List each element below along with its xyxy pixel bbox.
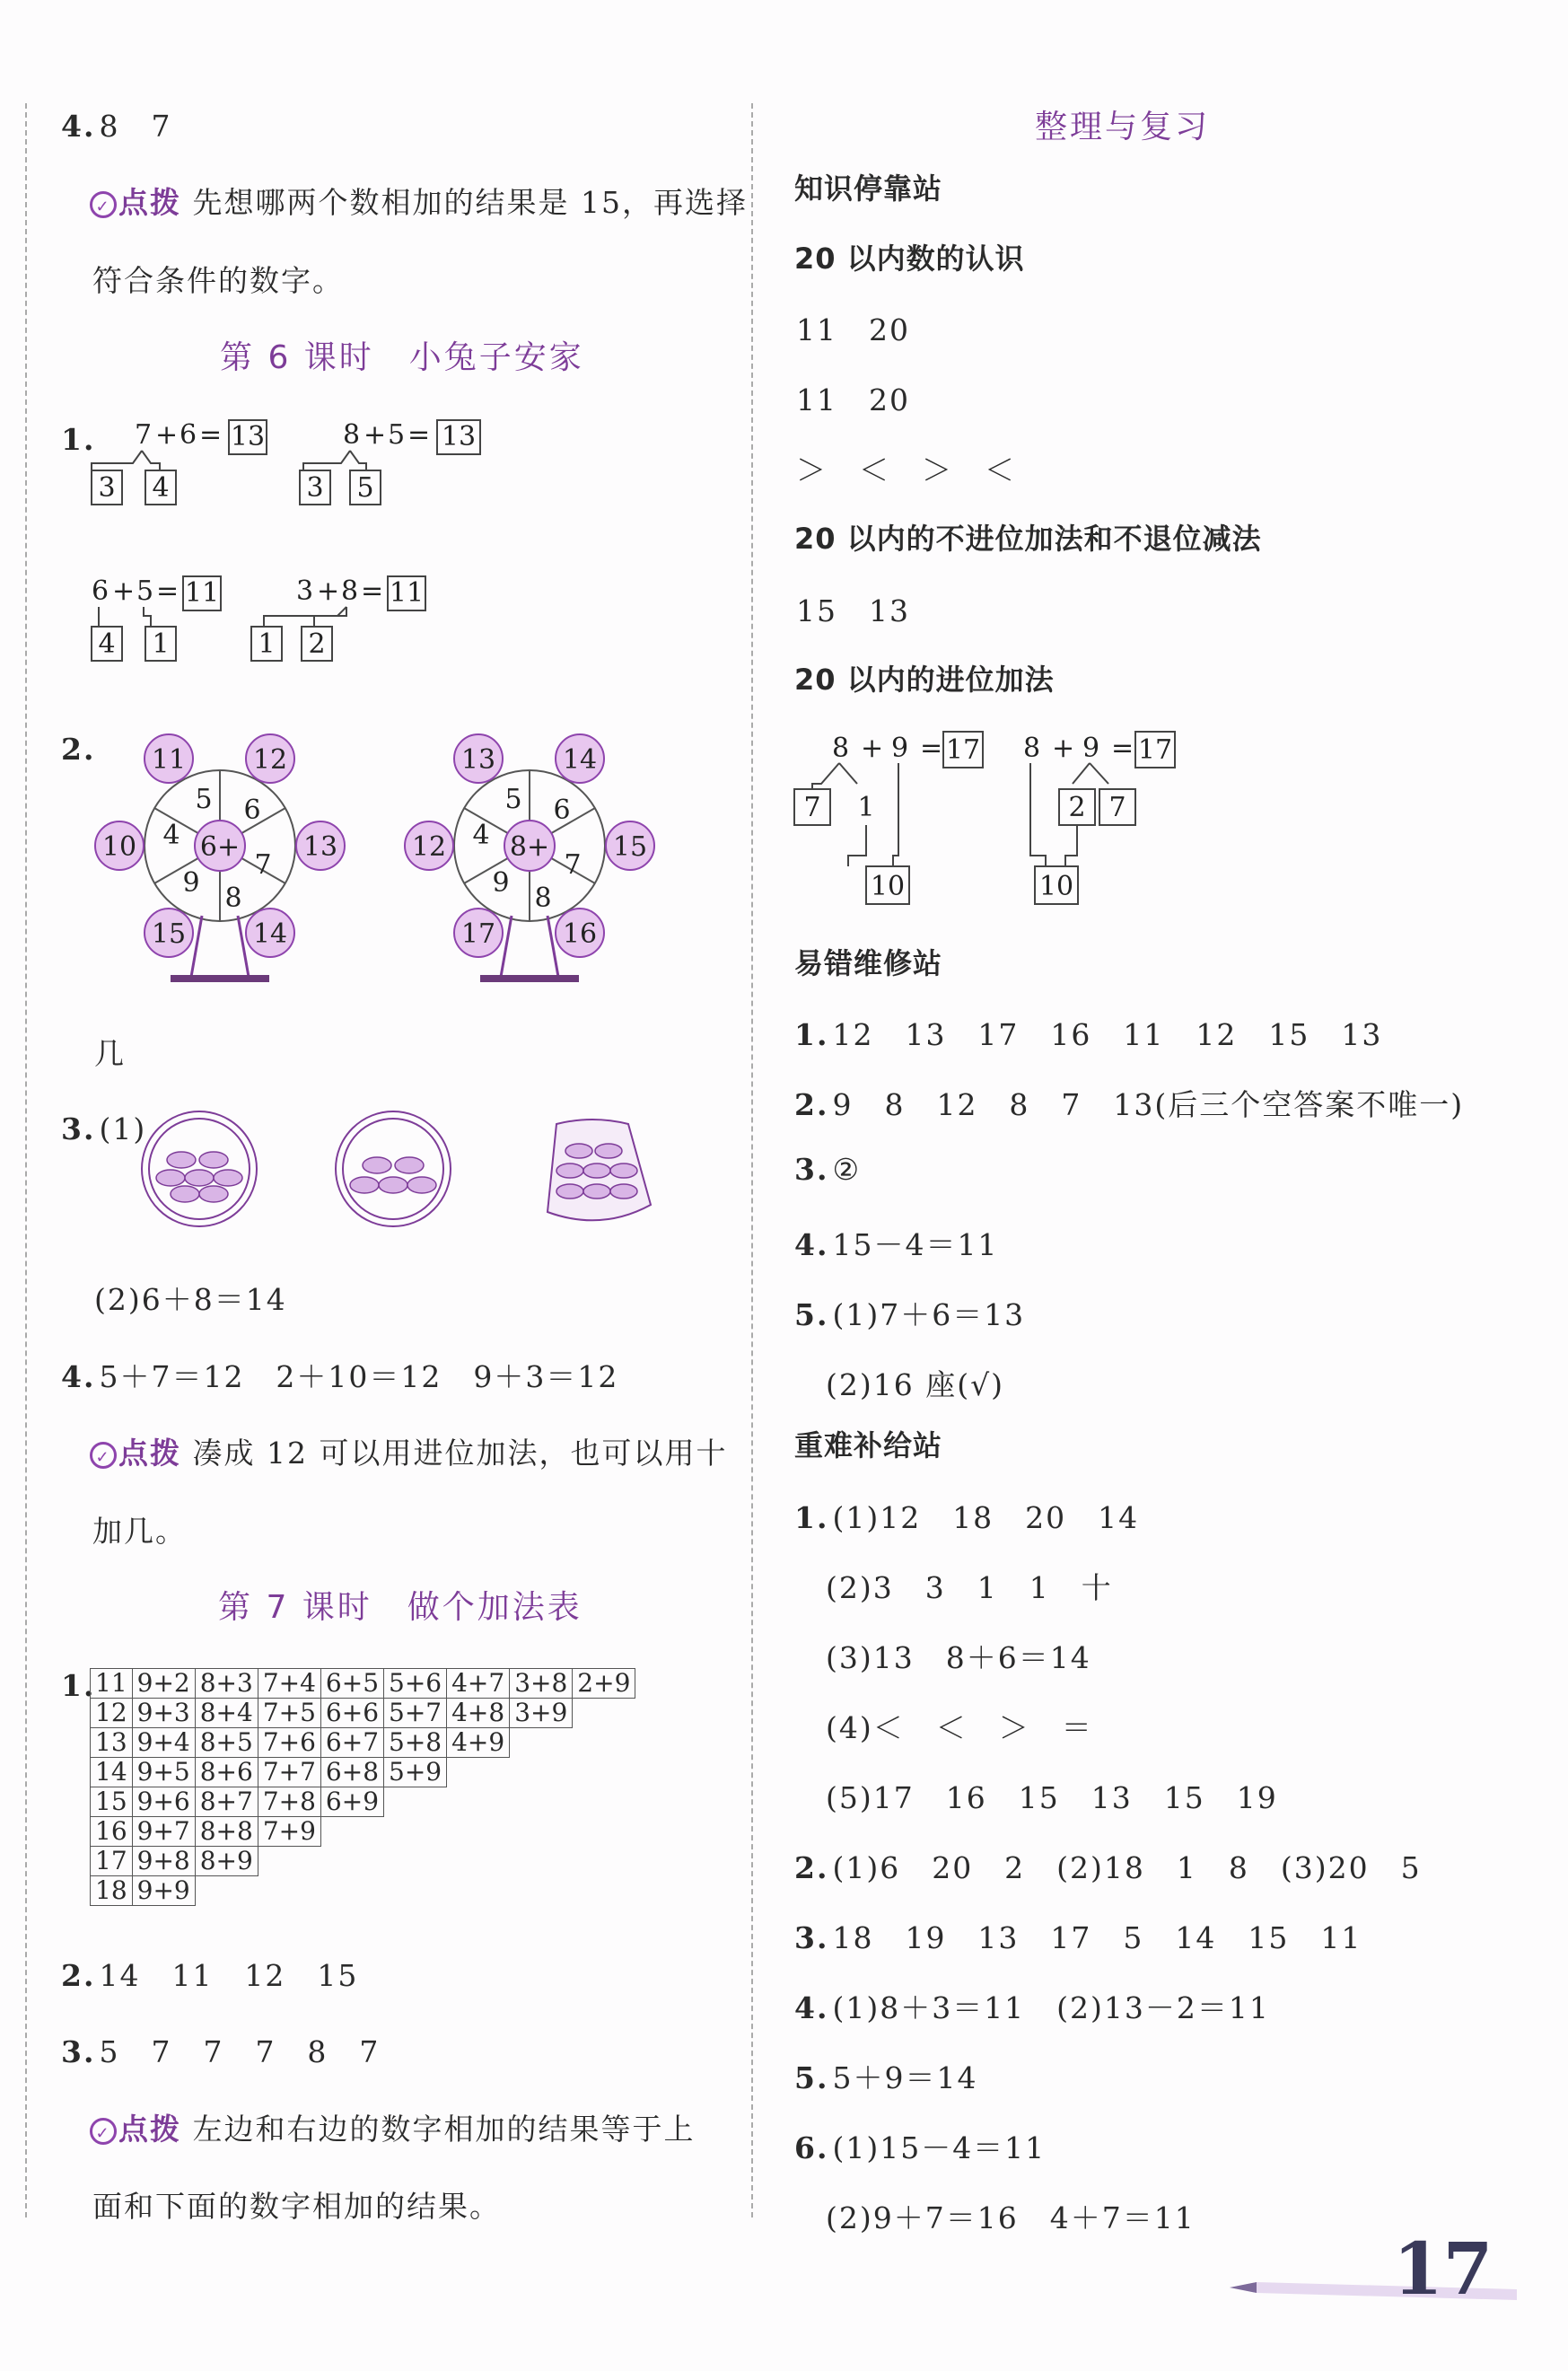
table-cell: 4+7 [447, 1669, 510, 1699]
table-cell: 9+9 [132, 1876, 195, 1906]
ferris-wheel-2 [395, 727, 664, 997]
ferris-wheel-1 [85, 727, 355, 997]
key-q3: 3. 18 19 13 17 5 14 15 11 [794, 1920, 1362, 1955]
table-cell: 7+7 [258, 1758, 320, 1787]
key-q1: 1. (1)12 18 20 14 [794, 1500, 1140, 1535]
table-cell: 6+5 [320, 1669, 383, 1699]
table-cell: 9+3 [132, 1699, 195, 1728]
svg-text:=: = [199, 419, 223, 451]
table-cell: 9+7 [132, 1817, 195, 1847]
svg-text:14: 14 [252, 918, 288, 950]
table-cell: 13 [91, 1728, 133, 1758]
svg-text:2: 2 [308, 628, 326, 660]
error-q1: 1. 12 13 17 16 11 12 15 13 [794, 1017, 1383, 1052]
answer-line: 11 20 [796, 382, 910, 417]
svg-text:+: + [155, 419, 179, 451]
table-cell: 7+6 [258, 1728, 320, 1758]
carry-addition-diagrams [785, 723, 1198, 920]
svg-text:4: 4 [472, 820, 490, 851]
key-q4: 4. (1)8＋3＝11 (2)13－2＝11 [794, 1990, 1270, 2025]
heading-error-repair: 易错维修站 [794, 946, 943, 980]
table-cell: 5+9 [384, 1758, 447, 1787]
left-column-rule [25, 103, 27, 2217]
table-row [91, 1699, 635, 1728]
svg-text:2: 2 [1068, 792, 1086, 823]
table-cell-empty [384, 1876, 447, 1906]
table-cell: 14 [91, 1758, 133, 1787]
table-cell-empty [384, 1817, 447, 1847]
section-title: 整理与复习 [1035, 109, 1211, 145]
answer-line: 11 20 [796, 312, 910, 347]
svg-text:16: 16 [562, 918, 598, 950]
table-cell-empty [573, 1847, 635, 1876]
svg-text:+: + [364, 419, 387, 451]
table-cell-empty [384, 1847, 447, 1876]
svg-text:8: 8 [1023, 733, 1041, 764]
svg-text:15: 15 [151, 918, 187, 950]
lesson-7-title: 第 7 课时 做个加法表 [218, 1589, 583, 1626]
table-cell-empty [320, 1876, 383, 1906]
table-row [91, 1758, 635, 1787]
hint-icon: ✓ [90, 1442, 117, 1469]
table-cell: 7+8 [258, 1787, 320, 1817]
hint-icon: ✓ [90, 2118, 117, 2145]
table-cell-empty [447, 1817, 510, 1847]
table-cell-empty [510, 1787, 573, 1817]
hint-2-line2: 加几。 [92, 1514, 187, 1549]
table-cell: 12 [91, 1699, 133, 1728]
eq-operand: 7 [135, 419, 153, 451]
table-cell: 17 [91, 1847, 133, 1876]
key-q6-part2: (2)9＋7＝16 4＋7＝11 [826, 2200, 1196, 2235]
svg-text:=: = [361, 575, 384, 607]
svg-text:8: 8 [832, 733, 850, 764]
svg-text:11: 11 [151, 744, 187, 776]
table-cell: 6+7 [320, 1728, 383, 1758]
table-row [91, 1817, 635, 1847]
table-cell: 2+9 [573, 1669, 635, 1699]
sum-box: 13 [230, 421, 266, 452]
table-cell: 9+4 [132, 1728, 195, 1758]
svg-text:13: 13 [460, 744, 496, 776]
svg-text:10: 10 [1038, 871, 1074, 902]
table-cell: 5+7 [384, 1699, 447, 1728]
table-cell-empty [320, 1847, 383, 1876]
error-q3: 3. ② [794, 1152, 862, 1187]
answer-line: 15 13 [796, 593, 910, 628]
table-cell-empty [258, 1847, 320, 1876]
svg-text:11: 11 [184, 577, 220, 609]
table-cell: 7+4 [258, 1669, 320, 1699]
l6-q3: 3. (1) [61, 1111, 147, 1146]
svg-text:13: 13 [302, 831, 338, 863]
table-cell-empty [573, 1876, 635, 1906]
table-cell-empty [447, 1758, 510, 1787]
sub-heading-carry-addition: 20 以内的进位加法 [794, 663, 1055, 697]
l6-q2-trailing-char: 几 [94, 1036, 126, 1071]
svg-text:9: 9 [1082, 733, 1100, 764]
bread-plates-illustration [135, 1106, 673, 1241]
l6-q2-number: 2. [61, 732, 96, 767]
table-cell-empty [447, 1847, 510, 1876]
svg-text:14: 14 [562, 744, 598, 776]
svg-text:=: = [407, 419, 431, 451]
l6-q1-number: 1. [61, 422, 96, 457]
key-q1-part2: (2)3 3 1 1 十 [826, 1570, 1113, 1605]
heading-key-difficulty: 重难补给站 [794, 1428, 943, 1462]
table-cell-empty [447, 1876, 510, 1906]
sum-box: 13 [441, 421, 477, 452]
svg-text:12: 12 [252, 744, 288, 776]
svg-text:+: + [112, 575, 136, 607]
svg-text:17: 17 [1137, 734, 1173, 766]
table-cell: 7+9 [258, 1817, 320, 1847]
svg-text:8: 8 [534, 883, 552, 914]
svg-text:9: 9 [182, 867, 200, 899]
table-cell: 4+8 [447, 1699, 510, 1728]
table-cell-empty [510, 1817, 573, 1847]
svg-text:3: 3 [296, 575, 314, 607]
lesson-6-title: 第 6 课时 小兔子安家 [220, 339, 584, 376]
svg-text:10: 10 [101, 831, 137, 863]
table-cell: 16 [91, 1817, 133, 1847]
svg-text:7: 7 [254, 849, 272, 881]
svg-text:+: + [317, 575, 340, 607]
comparison-answers: ＞ ＜ ＞ ＜ [796, 452, 1016, 487]
key-q2: 2. (1)6 20 2 (2)18 1 8 (3)20 5 [794, 1850, 1422, 1885]
page-number: 17 [1393, 2226, 1494, 2311]
svg-text:=: = [1111, 733, 1134, 764]
table-cell: 9+8 [132, 1847, 195, 1876]
l6-q4: 4. 5＋7＝12 2＋10＝12 9＋3＝12 [61, 1359, 619, 1394]
svg-text:6: 6 [92, 575, 109, 607]
l6-q1-decomposition [81, 413, 503, 691]
table-cell-empty [258, 1876, 320, 1906]
svg-text:=: = [156, 575, 180, 607]
sub-heading-number-recognition: 20 以内数的认识 [794, 241, 1025, 276]
key-q1-part3: (3)13 8＋6＝14 [826, 1640, 1091, 1675]
table-cell-empty [573, 1817, 635, 1847]
table-cell-empty [384, 1787, 447, 1817]
svg-text:5: 5 [388, 419, 406, 451]
table-cell-empty [573, 1787, 635, 1817]
svg-text:5: 5 [136, 575, 154, 607]
error-q4: 4. 15－4＝11 [794, 1227, 999, 1262]
table-cell: 11 [91, 1669, 133, 1699]
table-cell: 8+3 [195, 1669, 258, 1699]
l7-q1-number: 1. [61, 1668, 96, 1703]
svg-text:17: 17 [945, 734, 981, 766]
sub-heading-non-carry: 20 以内的不进位加法和不退位减法 [794, 522, 1262, 556]
table-cell: 18 [91, 1876, 133, 1906]
error-q5: 5. (1)7＋6＝13 [794, 1297, 1026, 1332]
svg-text:7: 7 [564, 849, 582, 881]
table-cell-empty [573, 1758, 635, 1787]
svg-text:9: 9 [492, 867, 510, 899]
heading-knowledge-station: 知识停靠站 [794, 171, 943, 206]
table-cell-empty [195, 1876, 258, 1906]
table-cell-empty [510, 1728, 573, 1758]
svg-text:8+: 8+ [509, 831, 550, 863]
svg-text:9: 9 [891, 733, 909, 764]
svg-text:6: 6 [553, 795, 571, 826]
left-q4-answer: 4. 8 7 [61, 109, 172, 144]
hint-3: ✓ 点拨 左边和右边的数字相加的结果等于上 [90, 2106, 696, 2148]
table-cell: 5+8 [384, 1728, 447, 1758]
svg-text:11: 11 [389, 577, 425, 609]
svg-text:17: 17 [460, 918, 496, 950]
svg-text:7: 7 [1108, 792, 1126, 823]
svg-text:4: 4 [98, 628, 116, 660]
svg-text:6: 6 [243, 795, 261, 826]
part-box: 3 [98, 472, 116, 504]
table-cell: 8+4 [195, 1699, 258, 1728]
table-cell-empty [510, 1847, 573, 1876]
part-box: 4 [152, 472, 170, 504]
svg-text:12: 12 [411, 831, 447, 863]
hint-3-line2: 面和下面的数字相加的结果。 [92, 2189, 501, 2224]
error-q5-part2: (2)16 座(√) [826, 1367, 1005, 1402]
table-cell: 3+8 [510, 1669, 573, 1699]
table-cell: 9+6 [132, 1787, 195, 1817]
svg-text:1: 1 [152, 628, 170, 660]
hint-icon: ✓ [90, 191, 117, 218]
table-cell-empty [510, 1876, 573, 1906]
key-q6: 6. (1)15－4＝11 [794, 2130, 1047, 2165]
center-column-rule [751, 103, 753, 2217]
table-cell: 6+8 [320, 1758, 383, 1787]
table-cell: 9+5 [132, 1758, 195, 1787]
table-cell: 8+7 [195, 1787, 258, 1817]
key-q1-part4: (4)＜ ＜ ＞ ＝ [826, 1710, 1093, 1745]
key-q5: 5. 5＋9＝14 [794, 2060, 978, 2095]
table-cell-empty [573, 1699, 635, 1728]
l7-q2: 2. 14 11 12 15 [61, 1958, 359, 1993]
table-cell-empty [320, 1817, 383, 1847]
table-row [91, 1728, 635, 1758]
svg-text:5: 5 [356, 472, 374, 504]
addition-table [90, 1668, 635, 1906]
svg-text:1: 1 [258, 628, 276, 660]
table-cell: 5+6 [384, 1669, 447, 1699]
table-cell: 6+9 [320, 1787, 383, 1817]
table-cell: 7+5 [258, 1699, 320, 1728]
svg-text:6: 6 [180, 419, 197, 451]
svg-text:8: 8 [343, 419, 361, 451]
table-cell: 8+5 [195, 1728, 258, 1758]
table-cell: 15 [91, 1787, 133, 1817]
svg-text:=: = [920, 733, 943, 764]
key-q1-part5: (5)17 16 15 13 15 19 [826, 1780, 1278, 1815]
table-row [91, 1787, 635, 1817]
table-cell: 3+9 [510, 1699, 573, 1728]
table-cell: 9+2 [132, 1669, 195, 1699]
l7-q3: 3. 5 7 7 7 8 7 [61, 2034, 381, 2069]
svg-text:8: 8 [341, 575, 359, 607]
hint-2: ✓ 点拨 凑成 12 可以用进位加法，也可以用十 [90, 1430, 727, 1472]
svg-text:15: 15 [612, 831, 648, 863]
svg-text:1: 1 [857, 792, 875, 823]
table-cell: 8+6 [195, 1758, 258, 1787]
svg-text:4: 4 [162, 820, 180, 851]
svg-text:10: 10 [870, 871, 906, 902]
table-row [91, 1847, 635, 1876]
table-cell-empty [510, 1758, 573, 1787]
svg-text:5: 5 [504, 784, 522, 815]
hint-1: ✓ 点拨 先想哪两个数相加的结果是 15，再选择 [90, 180, 748, 222]
table-cell: 6+6 [320, 1699, 383, 1728]
svg-text:+: + [861, 733, 884, 764]
table-cell-empty [447, 1787, 510, 1817]
hint-1-line2: 符合条件的数字。 [92, 263, 344, 298]
error-q2: 2. 9 8 12 8 7 13(后三个空答案不唯一) [794, 1087, 1465, 1122]
svg-text:3: 3 [306, 472, 324, 504]
svg-text:6+: 6+ [199, 831, 241, 863]
table-cell: 4+9 [447, 1728, 510, 1758]
table-row [91, 1876, 635, 1906]
table-cell: 8+9 [195, 1847, 258, 1876]
table-cell-empty [573, 1728, 635, 1758]
table-row [91, 1669, 635, 1699]
svg-text:+: + [1052, 733, 1075, 764]
svg-text:5: 5 [195, 784, 213, 815]
svg-text:7: 7 [803, 792, 821, 823]
svg-text:8: 8 [224, 883, 242, 914]
l6-q3-part2: (2)6＋8＝14 [94, 1282, 287, 1317]
table-cell: 8+8 [195, 1817, 258, 1847]
